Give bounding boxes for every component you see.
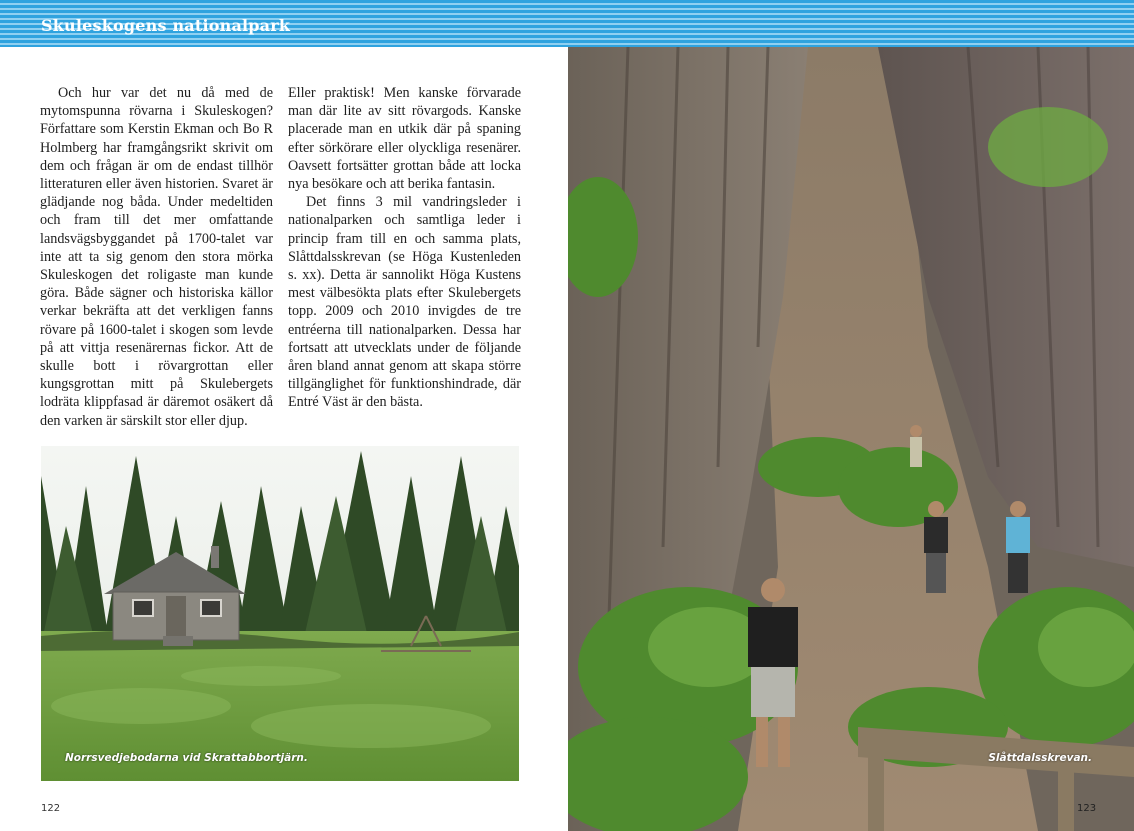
section-title: Skuleskogens nationalpark bbox=[41, 16, 291, 35]
text-column-2 bbox=[288, 84, 521, 412]
header-banner bbox=[0, 0, 1134, 47]
photo-caption-left: Norrsvedjebodarna vid Skrattabbortjärn. bbox=[65, 752, 308, 764]
paragraph: Eller praktisk! Men kanske förvarade man där lite av sitt rövargods. Kanske placerade man en utkik där på spaning efter sörkörare eller olyckliga resenärer. Oavsett fortsätter grottan både att locka nya besökare och att berika fantasin. bbox=[288, 85, 521, 193]
paragraph: Och hur var det nu då med de mytomspunna rövarna i Skuleskogen? Författare som Kerstin Ekman och Bo R Holmberg har framgångsrikt skrivit om dem och frågan är om de endast tillhör litteraturen eller även historien. Svaret är glädjande nog båda. Under medeltiden och fram till det mer omfattande landsvägsbyggandet på 1700-talet var inte att ta sig genom den stora mörka Skuleskogen det roligaste man kunde göra. Både sägner och historiska källor verkar bekräfta att det verkligen fanns rövare på 1600-talet i skogen som levde på att vittja resenärernas fickor. Att de skulle bott i rövargrottan eller kungsgrottan mitt på Skulebergets lodräta klippfasad är däremot osäkert då den varken är särskilt stor eller djup. bbox=[40, 85, 273, 429]
text-column-1 bbox=[40, 84, 273, 430]
photo-caption-right: Slåttdalsskrevan. bbox=[988, 752, 1092, 764]
paragraph: Det finns 3 mil vandringsleder i nationalparken och samtliga leder i princip fram till en och samma plats, Slåttdalsskrevan (se Höga Kustenleden s. xx). Detta är sannolikt Höga Kustens mest välbesökta plats efter Skulebergets topp. 2009 och 2010 invigdes de tre entréerna till nationalparken. Dessa har fortsatt att utvecklats under de följande åren bland annat genom att skapa större tillgänglighet för funktionshindrade, där Entré Väst är den bästa. bbox=[288, 194, 521, 411]
cabin-photo bbox=[41, 446, 519, 781]
page-number-left: 122 bbox=[41, 803, 61, 814]
gorge-photo bbox=[568, 47, 1134, 831]
page-number-right: 123 bbox=[1077, 803, 1097, 814]
